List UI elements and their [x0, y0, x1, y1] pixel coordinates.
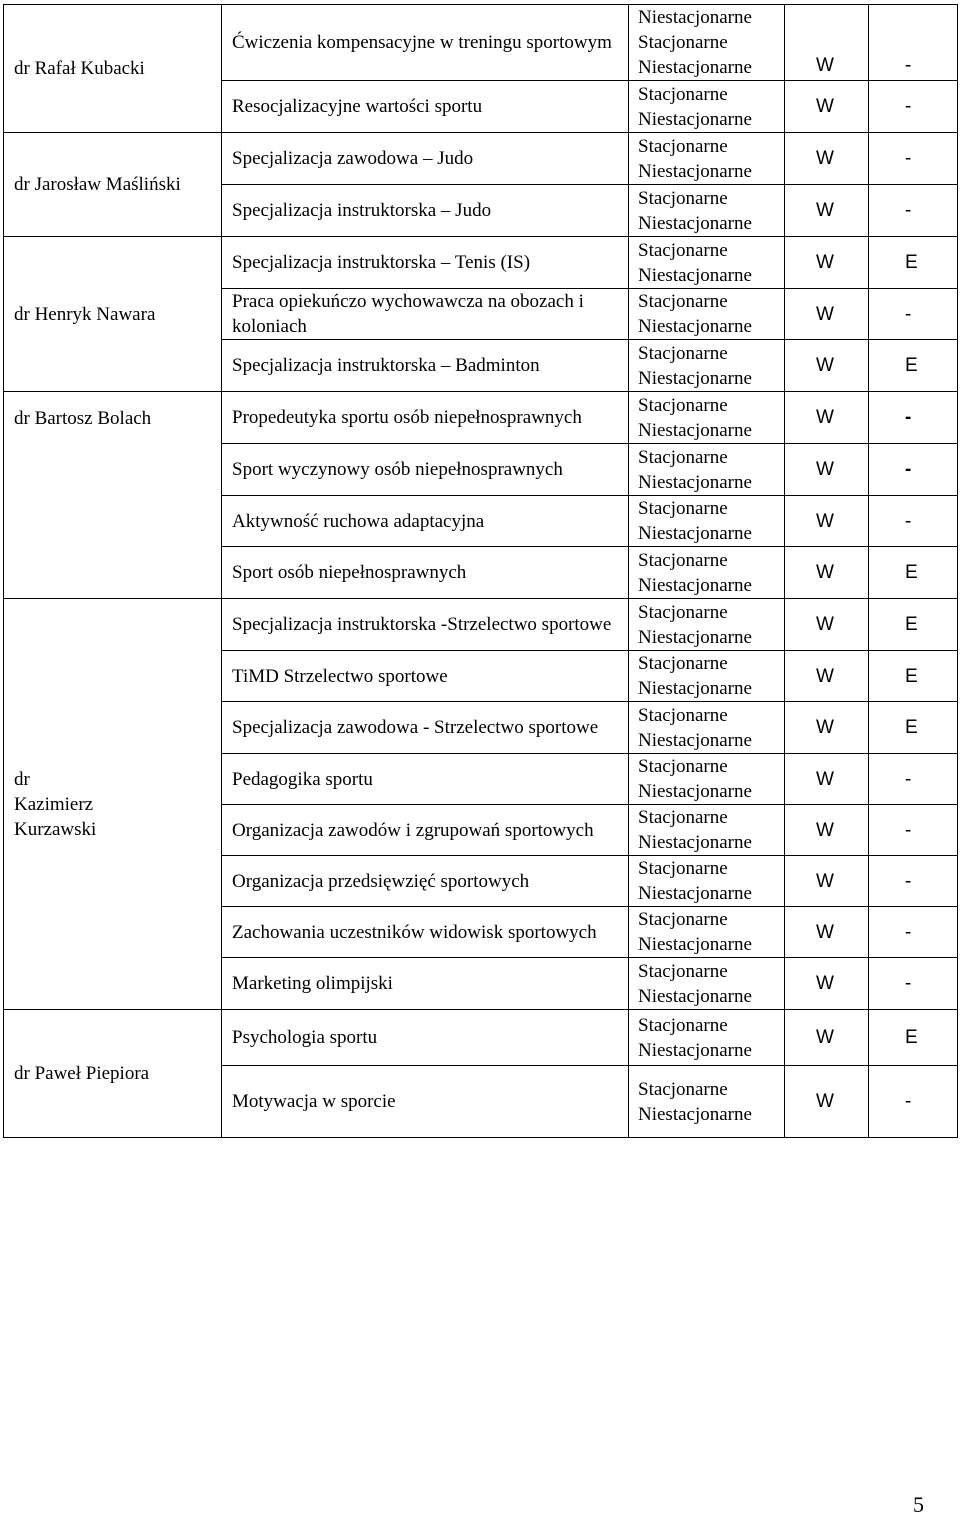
subject-cell — [222, 81, 629, 133]
course-form-cell — [785, 651, 869, 702]
lecturer-name: Kurzawski — [14, 818, 97, 840]
lecturer-cell — [4, 599, 222, 1010]
subject-name: Motywacja w sporcie — [232, 1091, 396, 1112]
lecturer-name: dr Paweł Piepiora — [14, 1063, 150, 1084]
lecturer-cell — [4, 5, 222, 133]
subject-name: Sport wyczynowy osób niepełnosprawnych — [232, 459, 563, 480]
course-form-cell — [785, 907, 869, 958]
subject-cell — [222, 133, 629, 185]
exam-marker: - — [905, 768, 912, 790]
study-mode: Stacjonarne — [638, 446, 728, 468]
study-mode-cell — [629, 237, 785, 289]
study-mode-cell — [629, 1010, 785, 1066]
exam-marker: - — [905, 303, 912, 325]
study-mode: Stacjonarne — [638, 342, 728, 364]
exam-marker: - — [905, 148, 912, 169]
course-form: W — [816, 1027, 834, 1048]
study-mode: Niestacjonarne — [638, 57, 752, 78]
study-mode: Niestacjonarne — [638, 471, 752, 493]
subject-name: Organizacja przedsięwzięć sportowych — [232, 870, 530, 892]
course-form: W — [816, 200, 834, 221]
study-mode-cell — [629, 805, 785, 856]
course-form: W — [816, 55, 834, 76]
subject-cell — [222, 237, 629, 289]
study-mode: Niestacjonarne — [638, 678, 752, 699]
study-mode: Stacjonarne — [638, 807, 728, 828]
exam-cell — [869, 805, 958, 856]
study-mode: Niestacjonarne — [638, 729, 752, 751]
lecturer-name: dr Henryk Nawara — [14, 303, 156, 325]
study-mode: Stacjonarne — [638, 135, 728, 157]
exam-cell — [869, 5, 958, 81]
study-mode: Stacjonarne — [638, 909, 728, 930]
subject-name: Aktywność ruchowa adaptacyjna — [232, 510, 485, 532]
subject-name: Zachowania uczestników widowisk sportowych — [232, 921, 597, 943]
exam-cell — [869, 81, 958, 133]
subject-cell — [222, 958, 629, 1010]
subject-name: Marketing olimpijski — [232, 973, 393, 994]
exam-marker: - — [905, 510, 912, 532]
study-mode: Niestacjonarne — [638, 574, 752, 596]
course-form-cell — [785, 496, 869, 547]
course-form: W — [816, 148, 834, 169]
subject-cell — [222, 702, 629, 754]
subject-cell — [222, 340, 629, 392]
subject-name: Praca opiekuńczo wychowawcza na obozach i koloniach — [232, 291, 584, 337]
subject-name: Specjalizacja instruktorska -Strzelectwo sportowe — [232, 614, 612, 635]
course-form: W — [816, 973, 834, 994]
study-mode-cell — [629, 651, 785, 702]
exam-marker: - — [905, 407, 912, 428]
subject-name: Specjalizacja zawodowa - Strzelectwo sportowe — [232, 717, 599, 738]
exam-cell — [869, 1010, 958, 1066]
study-mode: Niestacjonarne — [638, 419, 752, 441]
study-mode-cell — [629, 547, 785, 599]
subject-cell — [222, 392, 629, 444]
study-mode: Niestacjonarne — [638, 264, 752, 286]
study-mode: Niestacjonarne — [638, 1039, 752, 1061]
course-form-cell — [785, 547, 869, 599]
exam-marker: E — [905, 562, 918, 583]
course-form-cell — [785, 1066, 869, 1138]
subject-cell — [222, 805, 629, 856]
table-row — [4, 5, 958, 81]
course-form: W — [816, 510, 834, 532]
study-mode: Stacjonarne — [638, 32, 728, 53]
study-mode: Niestacjonarne — [638, 523, 752, 544]
subject-name: TiMD Strzelectwo sportowe — [232, 665, 448, 687]
exam-cell — [869, 547, 958, 599]
subject-name: Psychologia sportu — [232, 1027, 378, 1048]
study-mode: Stacjonarne — [638, 187, 728, 209]
study-mode: Niestacjonarne — [638, 367, 752, 389]
exam-cell — [869, 907, 958, 958]
subject-name: Propedeutyka sportu osób niepełnosprawnych — [232, 407, 582, 428]
study-mode-cell — [629, 340, 785, 392]
lecturer-cell — [4, 133, 222, 237]
study-mode: Stacjonarne — [638, 394, 728, 416]
subject-cell — [222, 444, 629, 496]
study-mode: Stacjonarne — [638, 1014, 728, 1036]
study-mode: Niestacjonarne — [638, 108, 752, 130]
exam-marker: - — [905, 819, 912, 841]
exam-cell — [869, 133, 958, 185]
course-form-cell — [785, 599, 869, 651]
subject-name: Specjalizacja zawodowa – Judo — [232, 148, 474, 169]
exam-cell — [869, 702, 958, 754]
study-mode-cell — [629, 496, 785, 547]
course-form: W — [816, 819, 834, 841]
study-mode: Niestacjonarne — [638, 316, 752, 337]
study-mode-cell — [629, 289, 785, 340]
exam-marker: E — [905, 717, 918, 738]
study-mode-cell — [629, 754, 785, 805]
course-form: W — [816, 407, 834, 428]
lecturer-cell — [4, 237, 222, 392]
subject-cell — [222, 547, 629, 599]
exam-cell — [869, 496, 958, 547]
course-form: W — [816, 1091, 834, 1112]
course-form-cell — [785, 392, 869, 444]
course-form: W — [816, 921, 834, 943]
course-form: W — [816, 355, 834, 376]
lecturer-cell — [4, 1010, 222, 1138]
page-number: 5 — [913, 1492, 924, 1517]
exam-cell — [869, 444, 958, 496]
course-form-cell — [785, 805, 869, 856]
course-form-cell — [785, 444, 869, 496]
exam-marker: E — [905, 665, 918, 687]
study-mode-cell — [629, 907, 785, 958]
subject-cell — [222, 651, 629, 702]
subject-cell — [222, 1066, 629, 1138]
study-mode: Stacjonarne — [638, 601, 728, 623]
exam-cell — [869, 1066, 958, 1138]
exam-cell — [869, 599, 958, 651]
course-form-cell — [785, 289, 869, 340]
study-mode-cell — [629, 958, 785, 1010]
lecturer-name: dr Rafał Kubacki — [14, 58, 145, 79]
study-mode-cell — [629, 444, 785, 496]
study-mode: Niestacjonarne — [638, 160, 752, 182]
subject-cell — [222, 754, 629, 805]
subject-cell — [222, 289, 629, 340]
exam-marker: E — [905, 614, 918, 635]
subject-cell — [222, 907, 629, 958]
course-form: W — [816, 252, 834, 273]
exam-marker: - — [905, 870, 912, 892]
table-row — [4, 599, 958, 651]
course-form: W — [816, 717, 834, 738]
course-form: W — [816, 562, 834, 583]
course-form: W — [816, 870, 834, 892]
study-mode: Stacjonarne — [638, 291, 728, 312]
study-mode: Niestacjonarne — [638, 781, 752, 802]
course-form-cell — [785, 185, 869, 237]
lecturer-cell — [4, 392, 222, 599]
lecturer-course-table — [3, 4, 958, 1138]
exam-marker: - — [905, 921, 912, 943]
study-mode-cell — [629, 856, 785, 907]
study-mode-cell — [629, 185, 785, 237]
subject-name: Sport osób niepełnosprawnych — [232, 562, 467, 583]
course-form-cell — [785, 702, 869, 754]
study-mode: Niestacjonarne — [638, 1103, 752, 1125]
study-mode-cell — [629, 1066, 785, 1138]
subject-cell — [222, 185, 629, 237]
exam-cell — [869, 958, 958, 1010]
course-form-cell — [785, 133, 869, 185]
exam-cell — [869, 237, 958, 289]
subject-cell — [222, 5, 629, 81]
course-form: W — [816, 665, 834, 687]
exam-cell — [869, 392, 958, 444]
subject-cell — [222, 1010, 629, 1066]
exam-cell — [869, 856, 958, 907]
course-form-cell — [785, 81, 869, 133]
exam-marker: E — [905, 252, 918, 273]
subject-name: Ćwiczenia kompensacyjne w treningu sportowym — [232, 32, 612, 53]
study-mode: Niestacjonarne — [638, 985, 752, 1007]
table-row — [4, 133, 958, 185]
study-mode: Niestacjonarne — [638, 626, 752, 648]
lecturer-name: Kazimierz — [14, 793, 94, 815]
study-mode: Niestacjonarne — [638, 832, 752, 853]
study-mode: Stacjonarne — [638, 83, 728, 105]
study-mode-cell — [629, 133, 785, 185]
exam-cell — [869, 754, 958, 805]
table-row — [4, 237, 958, 289]
subject-name: Resocjalizacyjne wartości sportu — [232, 96, 483, 117]
table-row — [4, 392, 958, 444]
study-mode-cell — [629, 599, 785, 651]
exam-cell — [869, 289, 958, 340]
course-form: W — [816, 459, 834, 480]
course-form-cell — [785, 237, 869, 289]
study-mode: Stacjonarne — [638, 549, 728, 571]
study-mode: Stacjonarne — [638, 498, 728, 519]
exam-marker: - — [905, 200, 912, 221]
exam-marker: E — [905, 355, 918, 376]
subject-name: Specjalizacja instruktorska – Tenis (IS) — [232, 252, 531, 273]
study-mode: Stacjonarne — [638, 960, 728, 982]
exam-marker: - — [905, 55, 912, 76]
exam-marker: - — [905, 459, 912, 480]
course-form-cell — [785, 340, 869, 392]
exam-marker: - — [905, 1091, 912, 1112]
lecturer-name: dr Jarosław Maśliński — [14, 174, 181, 195]
course-form-cell — [785, 5, 869, 81]
course-form-cell — [785, 958, 869, 1010]
exam-cell — [869, 651, 958, 702]
study-mode-cell — [629, 81, 785, 133]
study-mode: Stacjonarne — [638, 1078, 728, 1100]
exam-cell — [869, 185, 958, 237]
subject-cell — [222, 856, 629, 907]
course-form: W — [816, 614, 834, 635]
exam-cell — [869, 340, 958, 392]
study-mode-cell — [629, 392, 785, 444]
course-form-cell — [785, 754, 869, 805]
course-form: W — [816, 96, 834, 117]
exam-marker: E — [905, 1027, 918, 1048]
study-mode: Niestacjonarne — [638, 883, 752, 904]
subject-cell — [222, 599, 629, 651]
study-mode: Stacjonarne — [638, 858, 728, 879]
table-row — [4, 1010, 958, 1066]
exam-marker: - — [905, 973, 912, 994]
lecturer-name: dr — [14, 768, 30, 790]
course-form: W — [816, 768, 834, 790]
study-mode: Niestacjonarne — [638, 934, 752, 955]
study-mode: Stacjonarne — [638, 239, 728, 261]
study-mode: Niestacjonarne — [638, 212, 752, 234]
subject-name: Pedagogika sportu — [232, 768, 373, 790]
course-form: W — [816, 303, 834, 325]
course-form-cell — [785, 1010, 869, 1066]
exam-marker: - — [905, 96, 912, 117]
lecturer-name: dr Bartosz Bolach — [14, 408, 152, 429]
study-mode: Niestacjonarne — [638, 7, 752, 28]
course-form-cell — [785, 856, 869, 907]
subject-name: Specjalizacja instruktorska – Judo — [232, 200, 492, 221]
subject-cell — [222, 496, 629, 547]
study-mode: Stacjonarne — [638, 756, 728, 777]
study-mode-cell — [629, 5, 785, 81]
study-mode: Stacjonarne — [638, 653, 728, 674]
study-mode: Stacjonarne — [638, 704, 728, 726]
subject-name: Organizacja zawodów i zgrupowań sportowych — [232, 819, 594, 841]
subject-name: Specjalizacja instruktorska – Badminton — [232, 355, 540, 376]
study-mode-cell — [629, 702, 785, 754]
